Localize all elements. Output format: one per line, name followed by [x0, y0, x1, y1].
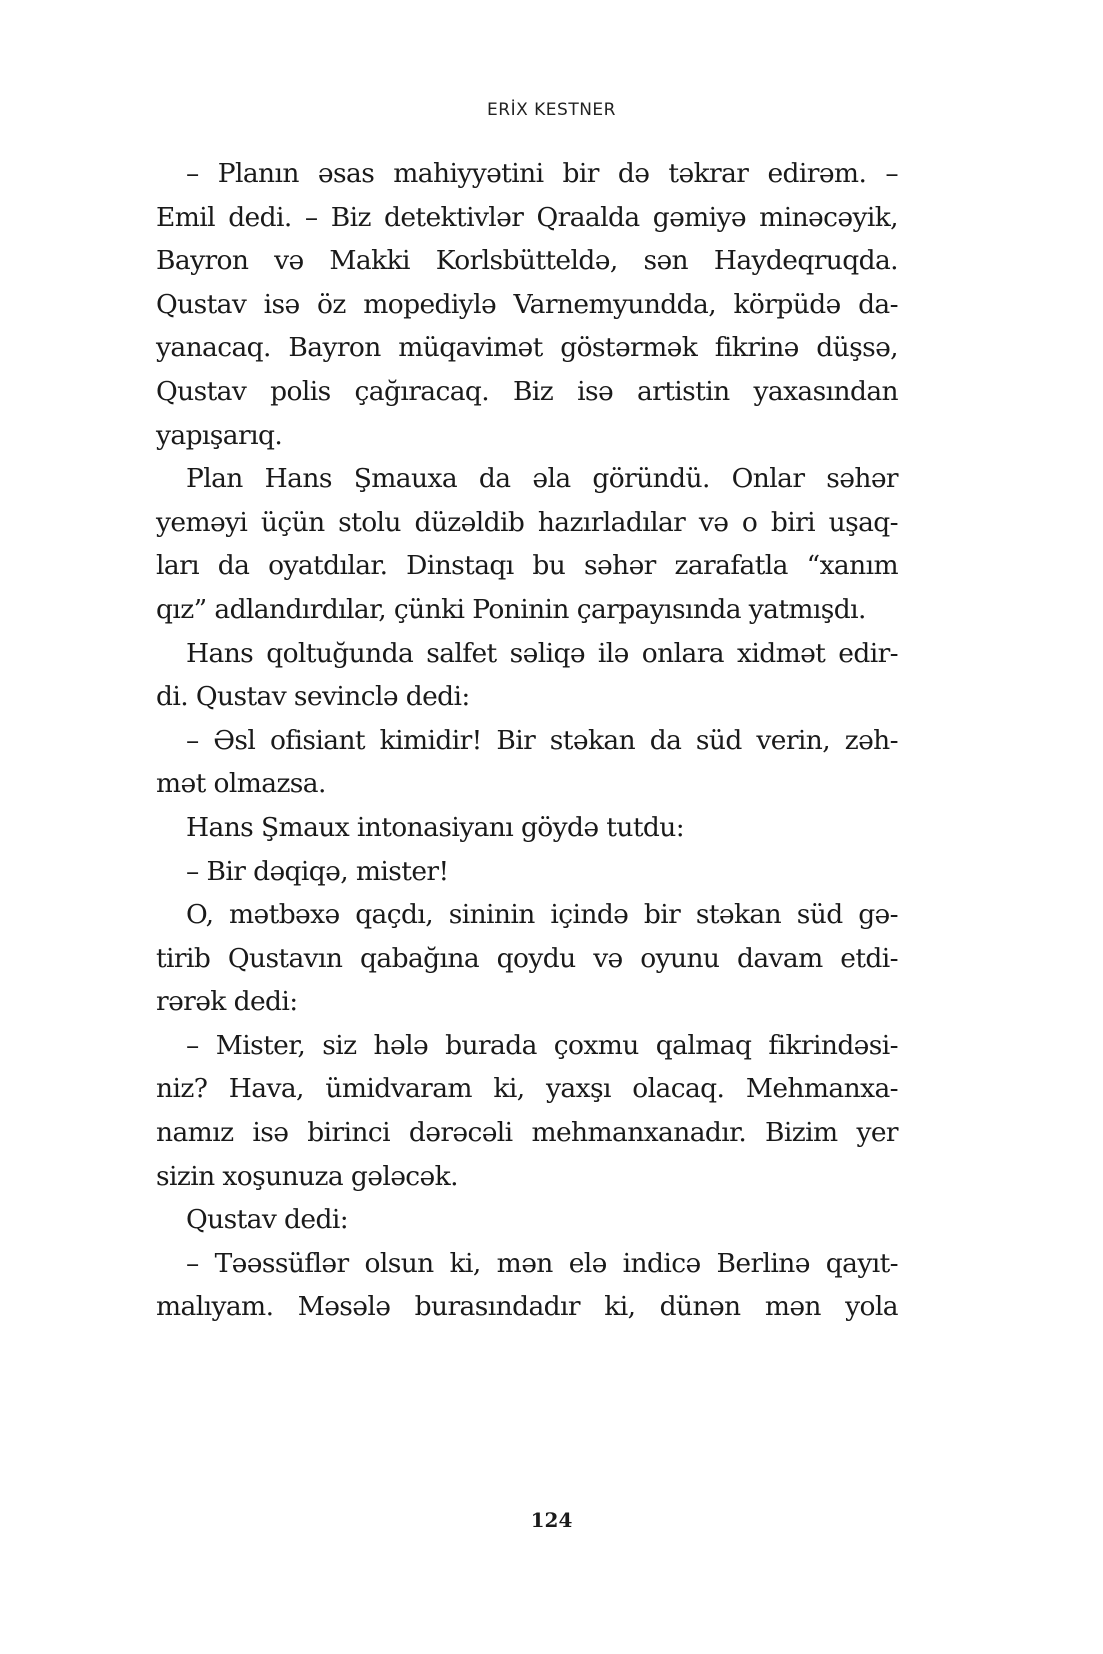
paragraph — [156, 1198, 898, 1242]
text-line: – Planın əsas mahiyyətini bir də təkrar edirəm. – — [186, 158, 898, 189]
text-line: ları da oyatdılar. Dinstaqı bu səhər zarafatla “xanım — [156, 550, 898, 582]
text-line: O, mətbəxə qaçdı, sininin içində bir stəkan süd gə- — [186, 899, 898, 931]
paragraph — [156, 806, 898, 850]
text-line: tirib Qustavın qabağına qoydu və oyunu davam etdi- — [156, 942, 898, 974]
text-line: Emil dedi. – Biz detektivlər Qraalda gəmiyə minəcəyik, — [156, 201, 898, 233]
running-head-author: ERİX KESTNER — [487, 100, 616, 120]
text-line: namız isə birinci dərəcəli mehmanxanadır. Bizim yer — [156, 1117, 898, 1149]
text-line: Plan Hans Şmauxa da əla göründü. Onlar səhər — [186, 463, 898, 495]
text-line: Hans qoltuğunda salfet səliqə ilə onlara xidmət edir- — [186, 637, 898, 669]
paragraph — [156, 1242, 898, 1329]
text-line: Hans Şmaux intonasiyanı göydə tutdu: — [186, 811, 685, 843]
text-line: yanacaq. Bayron müqavimət göstərmək fikrinə düşsə, — [156, 332, 898, 364]
paragraph — [156, 457, 898, 631]
text-line: rərək dedi: — [156, 986, 298, 1018]
text-line: sizin xoşunuza gələcək. — [156, 1160, 458, 1192]
paragraph — [156, 1024, 898, 1198]
text-line: yapışarıq. — [156, 419, 283, 451]
text-line: – Əsl ofisiant kimidir! Bir stəkan da süd verin, zəh- — [186, 724, 898, 756]
paragraph — [156, 850, 898, 894]
paragraph — [156, 719, 898, 806]
text-line: Bayron və Makki Korlsbütteldə, sən Haydeqruqda. — [156, 245, 898, 277]
paragraph — [156, 893, 898, 1024]
text-line: – Mister, siz hələ burada çoxmu qalmaq fikrindəsi- — [186, 1029, 898, 1061]
text-line: di. Qustav sevinclə dedi: — [156, 681, 470, 713]
paragraph — [156, 632, 898, 719]
text-line: – Bir dəqiqə, mister! — [186, 855, 449, 887]
text-line: niz? Hava, ümidvaram ki, yaxşı olacaq. Mehmanxa- — [156, 1073, 898, 1105]
paragraph — [156, 152, 898, 457]
text-line: yeməyi üçün stolu düzəldib hazırladılar və o biri uşaq- — [156, 506, 898, 538]
body-text — [156, 152, 898, 1329]
text-line: qız” adlandırdılar, çünki Poninin çarpayısında yatmışdı. — [156, 593, 866, 625]
text-line: Qustav dedi: — [186, 1204, 349, 1236]
text-line: Qustav polis çağıracaq. Biz isə artistin yaxasından — [156, 375, 898, 407]
text-line: malıyam. Məsələ burasındadır ki, dünən mən yola — [156, 1291, 898, 1323]
text-line: mət olmazsa. — [156, 768, 326, 800]
text-line: – Təəssüflər olsun ki, mən elə indicə Berlinə qayıt- — [186, 1247, 898, 1279]
page-number: 124 — [530, 1508, 573, 1532]
text-line: Qustav isə öz mopediylə Varnemyundda, körpüdə da- — [156, 288, 898, 320]
